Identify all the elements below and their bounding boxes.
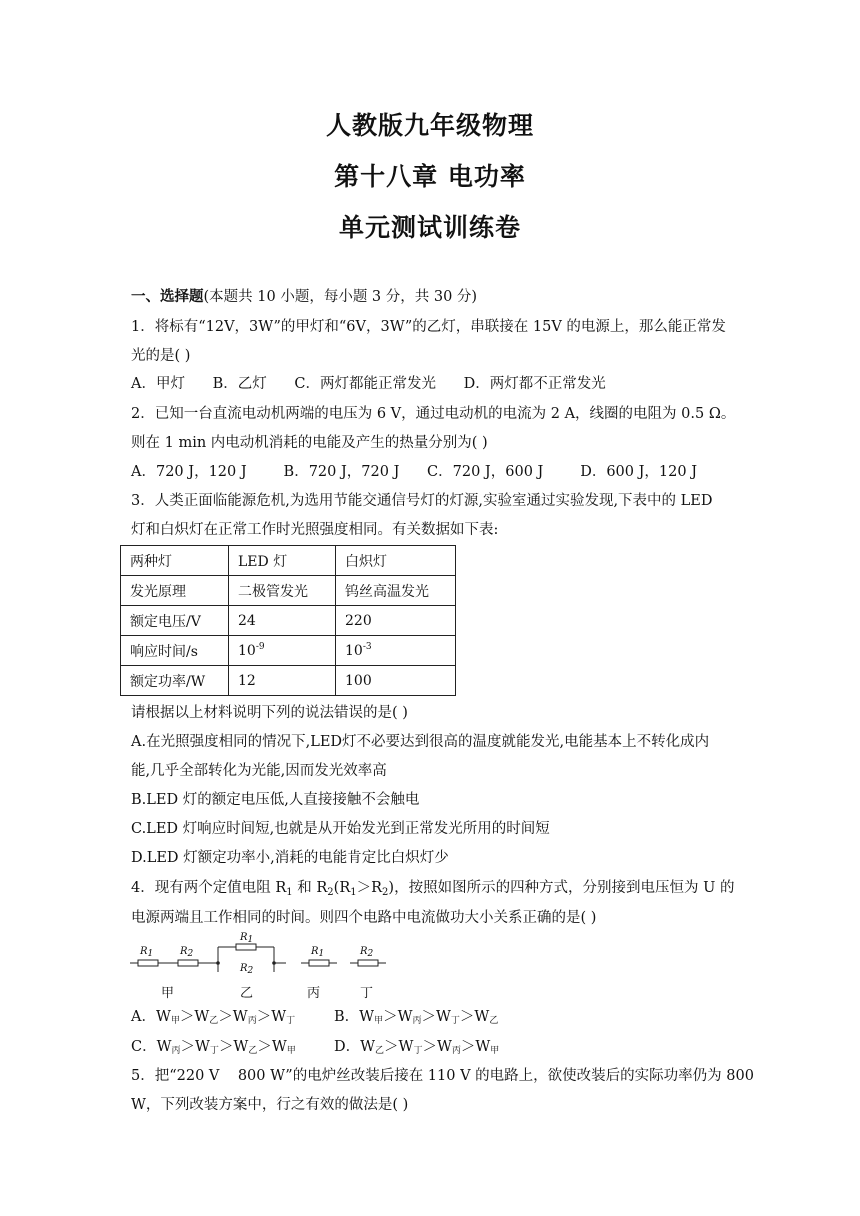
table-cell	[229, 636, 336, 666]
table-cell: 发光原理	[121, 576, 229, 606]
test-title: 单元测试训练卷	[338, 213, 521, 242]
opt-text: A．W	[131, 1009, 171, 1025]
chapter-title: 第十八章 电功率	[334, 162, 526, 191]
table-cell: 12	[229, 666, 336, 696]
r1-label	[240, 932, 253, 945]
q4-option-d	[334, 1035, 499, 1056]
subscript: 2	[327, 887, 334, 898]
lamp-comparison-table	[120, 545, 456, 696]
subscript: 丁	[209, 1046, 219, 1056]
label-text: R	[180, 946, 188, 957]
section-heading	[131, 285, 477, 306]
q5-stem-line1: 5．把“220 V 800 W”的电炉丝改装后接在 110 V 的电路上，欲使改装后的实际功率仍为 800	[131, 1068, 754, 1084]
subscript: 2	[382, 887, 389, 898]
opt-text: ＞W	[422, 1039, 452, 1055]
subscript: 1	[147, 949, 154, 959]
opt-text: B．W	[334, 1009, 375, 1025]
subscript: 甲	[490, 1046, 500, 1056]
circuit-jia-label: 甲	[161, 986, 175, 1001]
r1-label	[311, 946, 324, 959]
table-row	[121, 636, 456, 666]
section-note: (本题共 10 小题，每小题 3 分，共 30 分)	[203, 289, 478, 305]
subscript: 丁	[450, 1016, 460, 1026]
r2-label	[240, 963, 253, 976]
table-row	[121, 606, 456, 636]
q4-text: 和 R	[292, 880, 328, 896]
circuit-ding-label: 丁	[360, 986, 374, 1001]
subscript: 丁	[286, 1016, 296, 1026]
table-cell: 两种灯	[121, 546, 229, 576]
opt-text: ＞W	[218, 1039, 249, 1055]
table-cell: 额定电压/V	[121, 606, 229, 636]
table-cell: 响应时间/s	[121, 636, 229, 666]
q4-stem-line2: 电源两端且工作相同的时间。则四个电路中电流做功大小关系正确的是( )	[131, 910, 597, 926]
q3-option-d: D.LED 灯额定功率小,消耗的电能肯定比白炽灯少	[131, 850, 449, 866]
table-cell	[336, 636, 456, 666]
q5-stem-line2: W，下列改装方案中，行之有效的做法是( )	[131, 1097, 409, 1113]
table-cell: 钨丝高温发光	[336, 576, 456, 606]
table-cell: 220	[336, 606, 456, 636]
doc-title: 人教版九年级物理	[325, 111, 534, 140]
q1-options: A．甲灯 B．乙灯 C．两灯都能正常发光 D．两灯都不正常发光	[131, 376, 606, 392]
circuit-svg	[128, 932, 398, 972]
subscript: 1	[286, 887, 293, 898]
subscript: 1	[247, 935, 254, 945]
circuit-yi-label: 乙	[240, 986, 254, 1001]
power-base: 10	[345, 643, 363, 659]
opt-text: ＞W	[383, 1009, 413, 1025]
subscript: 2	[247, 966, 254, 976]
table-row	[121, 576, 456, 606]
q3-option-a-line1: A.在光照强度相同的情况下,LED灯不必要达到很高的温度就能发光,电能基本上不转化成内	[131, 734, 710, 750]
q3-stem-line2: 灯和白炽灯在正常工作时光照强度相同。有关数据如下表:	[131, 522, 499, 538]
label-text: R	[140, 946, 148, 957]
table-row	[121, 546, 456, 576]
q3-option-b: B.LED 灯的额定电压低,人直接接触不会触电	[131, 792, 420, 808]
r1-label	[140, 946, 153, 959]
q2-stem-line1: 2．已知一台直流电动机两端的电压为 6 V，通过电动机的电流为 2 A，线圈的电阻为 0.5 Ω。	[131, 406, 736, 422]
circuit-bing-label: 丙	[307, 986, 321, 1001]
opt-text: ＞W	[257, 1039, 287, 1055]
power-exponent: -3	[362, 642, 372, 652]
subscript: 2	[367, 949, 374, 959]
opt-text: ＞W	[384, 1039, 414, 1055]
q4-text: )，按照如图所示的四种方式，分别接到电压恒为 U 的	[388, 880, 735, 896]
label-text: R	[360, 946, 368, 957]
subscript: 丙	[451, 1046, 461, 1056]
table-cell: LED 灯	[229, 546, 336, 576]
opt-text: C．W	[131, 1039, 172, 1055]
subscript: 甲	[286, 1046, 296, 1056]
subscript: 甲	[170, 1016, 180, 1026]
subscript: 2	[187, 949, 194, 959]
subscript: 丙	[412, 1016, 422, 1026]
table-cell: 额定功率/W	[121, 666, 229, 696]
subscript: 乙	[489, 1016, 499, 1026]
power-base: 10	[238, 643, 256, 659]
q4-text: ＞R	[356, 880, 383, 896]
q4-stem-line1	[131, 876, 735, 898]
label-text: R	[311, 946, 319, 957]
q1-stem-line2: 光的是( )	[131, 348, 191, 364]
q2-options: A．720 J，120 J B．720 J，720 J C．720 J，600 J D．600 J，120 J	[131, 464, 698, 480]
subscript: 乙	[248, 1046, 258, 1056]
r2-label	[180, 946, 193, 959]
subscript: 丙	[171, 1046, 181, 1056]
q4-text: (R	[333, 880, 351, 896]
table-cell: 100	[336, 666, 456, 696]
table-cell: 24	[229, 606, 336, 636]
q3-option-c: C.LED 灯响应时间短,也就是从开始发光到正常发光所用的时间短	[131, 821, 550, 837]
opt-text: ＞W	[218, 1009, 248, 1025]
opt-text: ＞W	[459, 1009, 490, 1025]
label-text: R	[240, 963, 248, 974]
subscript: 丁	[413, 1046, 423, 1056]
opt-text: ＞W	[256, 1009, 287, 1025]
q3-option-a-line2: 能,几乎全部转化为光能,因而发光效率高	[131, 763, 387, 779]
opt-text: ＞W	[460, 1039, 491, 1055]
opt-text: ＞W	[179, 1009, 210, 1025]
q1-stem-line1: 1．将标有“12V，3W”的甲灯和“6V，3W”的乙灯，串联接在 15V 的电源上，那么能正常发	[131, 319, 726, 335]
label-text: R	[240, 932, 248, 943]
opt-text: ＞W	[421, 1009, 451, 1025]
table-cell: 二极管发光	[229, 576, 336, 606]
opt-text: D．W	[334, 1039, 376, 1055]
q3-prompt: 请根据以上材料说明下列的说法错误的是( )	[131, 705, 408, 721]
power-exponent: -9	[255, 642, 265, 652]
subscript: 1	[350, 887, 357, 898]
circuit-diagrams	[128, 932, 398, 1002]
subscript: 乙	[209, 1016, 219, 1026]
subscript: 乙	[375, 1046, 385, 1056]
q2-stem-line2: 则在 1 min 内电动机消耗的电能及产生的热量分别为( )	[131, 435, 488, 451]
section-label: 一、选择题	[131, 289, 204, 305]
q4-option-c	[131, 1035, 296, 1056]
table-row	[121, 666, 456, 696]
subscript: 丙	[247, 1016, 257, 1026]
subscript: 1	[318, 949, 325, 959]
q4-option-b	[334, 1005, 498, 1026]
opt-text: ＞W	[180, 1039, 210, 1055]
r2-label	[360, 946, 373, 959]
q3-stem-line1: 3．人类正面临能源危机,为选用节能交通信号灯的灯源,实验室通过实验发现,下表中的 LED	[131, 493, 713, 509]
table-cell: 白炽灯	[336, 546, 456, 576]
q4-text: 4．现有两个定值电阻 R	[131, 880, 287, 896]
q4-option-a	[131, 1005, 295, 1026]
subscript: 甲	[374, 1016, 384, 1026]
